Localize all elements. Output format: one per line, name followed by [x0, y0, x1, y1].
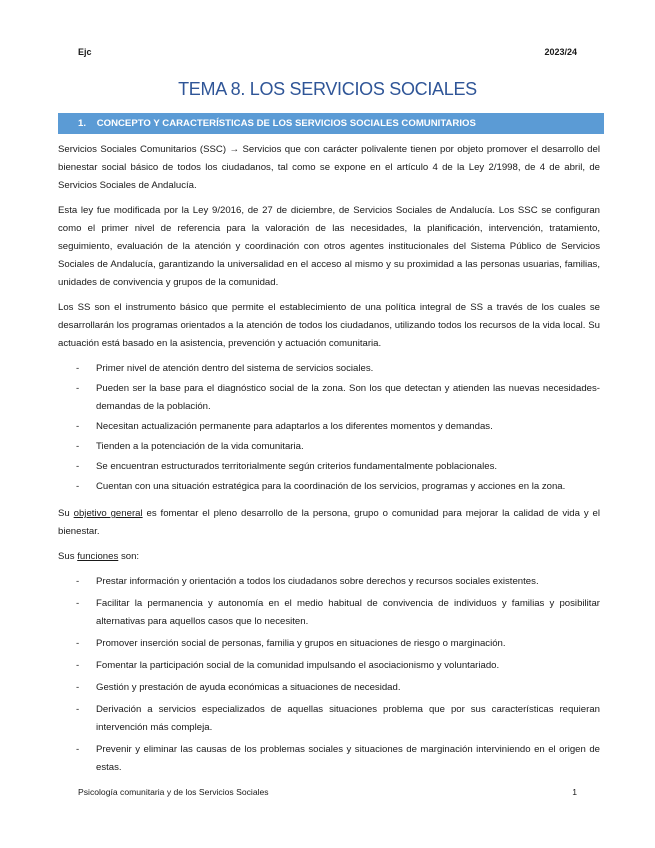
- list-item: - Prestar información y orientación a todos los ciudadanos sobre derechos y recursos sociales existentes.: [58, 573, 600, 591]
- list-item: - Primer nivel de atención dentro del sistema de servicios sociales.: [58, 360, 600, 378]
- list-item: - Gestión y prestación de ayuda económicas a situaciones de necesidad.: [58, 679, 600, 697]
- paragraph-law-modification: Esta ley fue modificada por la Ley 9/2016, de 27 de diciembre, de Servicios Sociales de Andalucía. Los SSC se configuran como el primer nivel de referencia para la valoración de las necesidades, la planificación, intervención, tratamiento, seguimiento, evaluación de la atención y coordinación con otros agentes institucionales del Sistema Público de Servicios Sociales de Andalucía, garantizando la universalidad en el acceso al mismo y su proximidad a las personas usuarias, familias, unidades de convivencia y grupos de la comunidad.: [58, 205, 600, 288]
- header-year: 2023/24: [544, 47, 577, 57]
- list-item: - Prevenir y eliminar las causas de los problemas sociales y situaciones de marginación interviniendo en el origen de estas.: [58, 741, 600, 777]
- list-item: - Se encuentran estructurados territorialmente según criterios fundamentalmente poblacionales.: [58, 458, 600, 476]
- objective-prefix: Su: [58, 508, 74, 519]
- functions-suffix: son:: [118, 551, 140, 562]
- footer-course: Psicología comunitaria y de los Servicios Sociales: [78, 787, 269, 797]
- functions-prefix: Sus: [58, 551, 78, 562]
- functions-term: funciones: [77, 551, 119, 562]
- list-item: - Derivación a servicios especializados de aquellas situaciones problema que por sus características requieran intervención más compleja.: [58, 701, 600, 737]
- page-number: 1: [572, 787, 577, 797]
- section-heading: [58, 113, 604, 134]
- list-item: - Tienden a la potenciación de la vida comunitaria.: [58, 438, 600, 456]
- functions-list: [58, 573, 600, 777]
- paragraph-ss-instrument: Los SS son el instrumento básico que permite el establecimiento de una política integral de SS a través de los cuales se desarrollarán los programas orientados a la atención de todos los ciudadanos, utilizando todos los recursos de la vida local. Su actuación está basado en la asistencia, prevención y actuación comunitaria.: [58, 302, 600, 349]
- list-item: - Necesitan actualización permanente para adaptarlos a los diferentes momentos y demandas.: [58, 418, 600, 436]
- header-author: Ejc: [78, 47, 92, 57]
- objective-text: es fomentar el pleno desarrollo de la persona, grupo o comunidad para mejorar la calidad de vida y el bienestar.: [58, 508, 601, 537]
- section-title: CONCEPTO Y CARACTERÍSTICAS DE LOS SERVICIOS SOCIALES COMUNITARIOS: [96, 118, 476, 129]
- list-item: - Cuentan con una situación estratégica para la coordinación de los servicios, programas y acciones en la zona.: [58, 478, 600, 496]
- section-number: 1.: [78, 118, 87, 129]
- list-item: - Promover inserción social de personas, familia y grupos en situaciones de riesgo o marginación.: [58, 635, 600, 653]
- paragraph-objective: [58, 505, 600, 541]
- page-title: TEMA 8. LOS SERVICIOS SOCIALES: [178, 79, 477, 99]
- paragraph-ssc-definition: Servicios Sociales Comunitarios (SSC) → Servicios que con carácter polivalente tienen por objeto promover el desarrollo del bienestar social básico de todos los ciudadanos, tal como se expone en el artículo 4 de la Ley 2/1998, de 4 de abril, de Servicios Sociales de Andalucía.: [58, 144, 600, 191]
- list-item: - Pueden ser la base para el diagnóstico social de la zona. Son los que detectan y atienden las nuevas necesidades-demandas de la población.: [58, 380, 600, 416]
- document-body: [58, 141, 600, 786]
- paragraph-functions-intro: [58, 548, 600, 566]
- list-item: - Fomentar la participación social de la comunidad impulsando el asociacionismo y voluntariado.: [58, 657, 600, 675]
- list-item: - Facilitar la permanencia y autonomía en el medio habitual de convivencia de individuos y familias y posibilitar alternativas para aquellos casos que lo necesiten.: [58, 595, 600, 631]
- objective-term: objetivo general: [73, 508, 143, 519]
- characteristics-list: [58, 360, 600, 496]
